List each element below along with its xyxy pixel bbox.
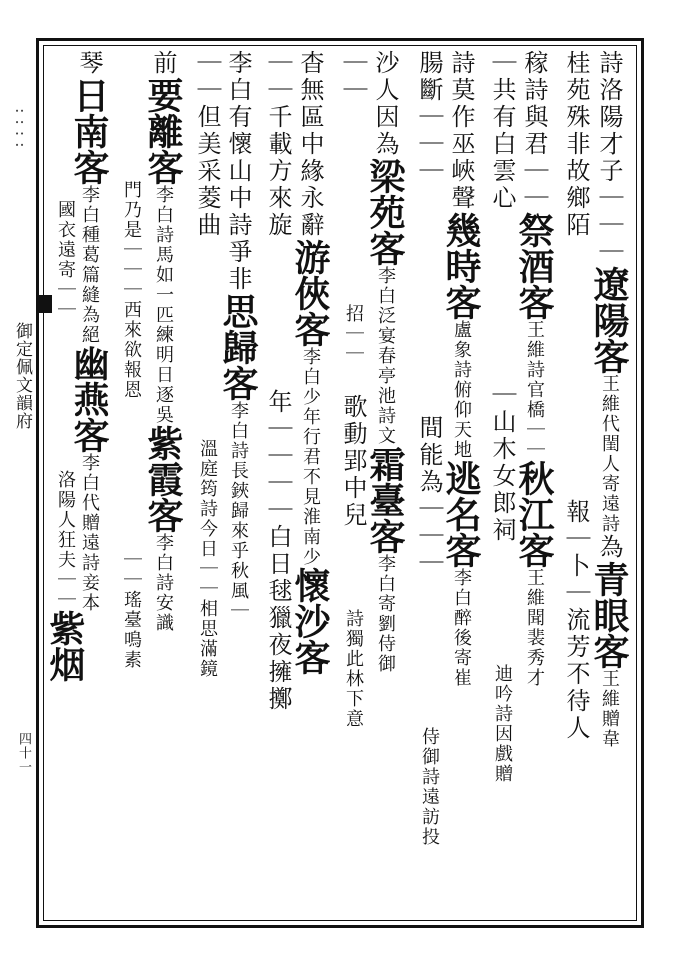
text-column-8 [340, 50, 366, 920]
entry-text: 詩洛陽才子｜｜｜ [595, 50, 623, 266]
entry-citation: 王維贈韋 [599, 669, 620, 749]
entry-heading: 要離客 [142, 77, 184, 185]
entry-text: 年｜｜｜｜白日毬獵夜擁擲 [264, 389, 292, 713]
entry-heading: 日南客 [68, 77, 110, 185]
entry-text: ｜｜瑤臺鳴素 [121, 550, 142, 670]
entry-text: 國衣遠寄｜｜ [55, 200, 76, 320]
text-column-16 [44, 50, 86, 920]
entry-text: 腸斷｜｜｜ [415, 50, 443, 185]
entry-text: ｜共有白雲心 [488, 50, 516, 212]
entry-heading: 梁苑客 [364, 158, 406, 266]
text-column-1 [588, 50, 630, 920]
text-column-9 [289, 50, 331, 920]
entry-text: 歌動郢中兒 [339, 394, 367, 529]
entry-heading: 游俠客 [289, 239, 331, 347]
entry-citation: 李白少年行君不見淮南少 [300, 347, 321, 567]
entry-text: 招｜｜ [343, 304, 364, 364]
entry-citation: 盧象詩俯仰天地 [451, 320, 472, 460]
entry-text: 沙人因為 [371, 50, 399, 158]
entry-text: 琴 [75, 50, 103, 77]
fore-edge-margin [4, 38, 34, 928]
entry-heading: 遼陽客 [588, 266, 630, 374]
entry-heading: 秋江客 [513, 460, 555, 568]
entry-heading: 紫烟 [44, 610, 86, 682]
entry-text: 洛陽人狂夫｜｜ [55, 470, 76, 610]
collection-title: 御定佩文韻府 [12, 322, 32, 430]
entry-citation: 李白寄劉侍御 [375, 554, 396, 674]
text-column-5 [440, 50, 482, 920]
entry-heading: 幽燕客 [68, 345, 110, 453]
entry-text: 侍御詩遠訪投 [419, 727, 440, 847]
entry-heading: 紫霞客 [142, 425, 184, 533]
entry-heading: 逃名客 [440, 460, 482, 568]
page-number: 四十一 [16, 732, 31, 774]
entry-citation: 王維聞裴秀才 [524, 568, 545, 688]
entry-text: ｜｜但美采菱曲 [193, 50, 221, 239]
text-column-10 [265, 50, 291, 920]
entry-citation: 王維詩官橋｜｜ [524, 320, 545, 460]
text-column-4 [489, 50, 515, 920]
entry-citation: 李白詩馬如一匹練明日逐吳 [153, 185, 174, 425]
text-column-13 [142, 50, 184, 920]
margin-marks: :::: [12, 108, 31, 154]
entry-heading: 霜臺客 [364, 446, 406, 554]
entry-heading: 思歸客 [217, 293, 259, 401]
entry-heading: 幾時客 [440, 212, 482, 320]
text-column-7 [364, 50, 406, 920]
entry-text: ｜山木女郎祠 [488, 382, 516, 544]
text-column-15 [68, 50, 110, 920]
entry-text: 稼詩與君｜｜ [520, 50, 548, 212]
entry-heading: 青眼客 [588, 561, 630, 669]
entry-text: 迪吟詩因戲贈 [492, 664, 513, 784]
text-column-12 [194, 50, 220, 920]
text-column-6 [416, 50, 442, 920]
text-column-2 [563, 50, 589, 920]
entry-citation: 王維代閨人寄遠詩 [599, 374, 620, 534]
entry-text: 李白有懷山中詩爭非 [224, 50, 252, 293]
entry-citation: 李白詩長鋏歸來乎秋風｜ [228, 401, 249, 621]
entry-text: 詩莫作巫峽聲 [447, 50, 475, 212]
entry-citation: 李白種葛篇縫為絕 [79, 185, 100, 345]
entry-text: 杳無區中緣永辭 [296, 50, 324, 239]
text-column-14 [118, 50, 144, 920]
entry-heading: 懷沙客 [289, 567, 331, 675]
entry-citation: 李白詩安識 [153, 533, 174, 633]
entry-citation: 李白代贈遠詩妾本 [79, 453, 100, 613]
entry-text: 為 [595, 534, 623, 561]
entry-text: 報｜卜｜流芳不待人 [562, 499, 590, 742]
entry-text: 門乃是｜｜｜西來欲報恩 [121, 180, 142, 400]
entry-text: 前 [149, 50, 177, 77]
entry-text: 詩獨此林下意 [343, 609, 364, 729]
entry-heading: 祭酒客 [513, 212, 555, 320]
entry-text: 間能為｜｜｜ [415, 415, 443, 577]
entry-citation: 李白泛宴春亭池詩文 [375, 266, 396, 446]
text-column-11 [217, 50, 259, 920]
text-column-3 [513, 50, 555, 920]
entry-text: ｜｜千載方來旋 [264, 50, 292, 239]
entry-text: 溫庭筠詩今日｜｜相思滿鏡 [197, 439, 218, 679]
entry-text: 桂苑殊非故鄉陌 [562, 50, 590, 239]
entry-text: ｜｜ [339, 50, 367, 104]
entry-citation: 李白醉後寄崔 [451, 568, 472, 688]
